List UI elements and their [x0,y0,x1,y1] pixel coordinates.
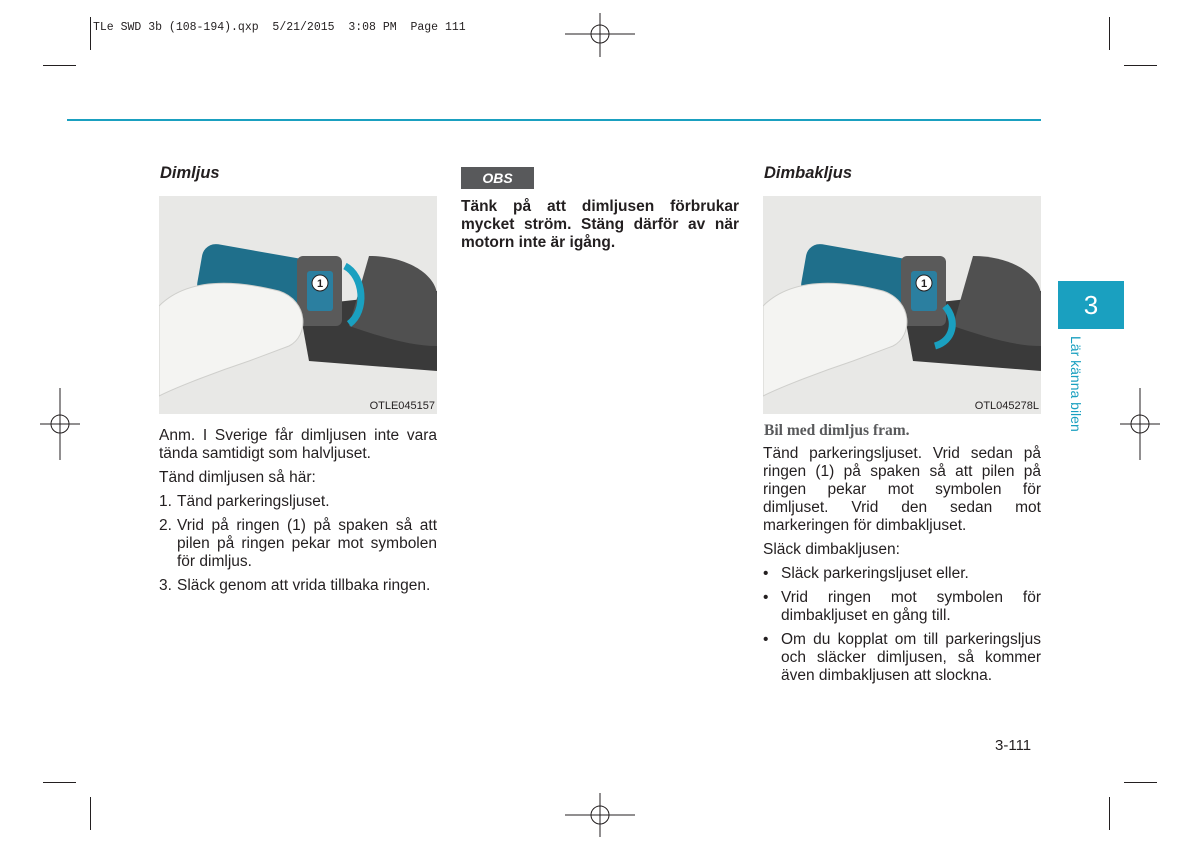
crop-mark-icon [1109,797,1110,830]
right-body [763,445,1041,691]
list-text: Släck genom att vrida tillbaka ringen. [177,577,431,594]
obs-badge: OBS [461,167,534,189]
printer-slug: TLe SWD 3b (108-194).qxp 5/21/2015 3:08 PM Page 111 [93,21,466,34]
chapter-label-text: Lär känna bilen [1068,336,1084,432]
lever-illustration [159,196,437,414]
list-item [763,589,1041,625]
figure-callout: 1 [920,278,928,290]
list-item [763,565,1041,583]
figure-callout: 1 [316,278,324,290]
registration-mark-icon [40,388,80,460]
obs-text: Tänk på att dimljusen förbrukar mycket ström. Stäng därför av när motorn inte är igång. [461,198,739,251]
intro-paragraph: Tänd dimljusen så här: [159,469,316,486]
crop-mark-icon [1124,65,1157,66]
list-marker: 2. [159,517,172,534]
instruction-paragraph: Tänd parkeringsljuset. Vrid sedan på ringen (1) på spaken så att pilen på ringen pekar mot symbolen för dimljuset. Vrid den sedan mot markeringen för dimbakljuset. [763,445,1041,534]
list-marker: • [763,589,769,606]
section-heading-dimljus: Dimljus [160,164,220,182]
note-paragraph: Anm. I Sverige får dimljusen inte vara tända samtidigt som halvljuset. [159,427,437,462]
list-item [159,577,437,595]
registration-mark-icon [1120,388,1160,460]
header-rule [67,119,1041,121]
registration-mark-icon [565,793,635,837]
figure-rear-fog-lever [763,196,1041,414]
page-number: 3-111 [995,737,1032,754]
intro-paragraph: Släck dimbakljusen: [763,541,900,558]
crop-mark-icon [1109,17,1110,50]
crop-mark-icon [43,782,76,783]
steps-list [159,493,437,595]
list-text: Tänd parkeringsljuset. [177,493,330,510]
list-marker: • [763,565,769,582]
crop-mark-icon [43,65,76,66]
list-item [159,493,437,511]
bullets-list [763,565,1041,685]
list-text: Om du kopplat om till parkeringsljus och släcker dimljusen, så kommer även dimbakljusen att slockna. [781,631,1041,684]
list-marker: 1. [159,493,172,510]
registration-mark-icon [565,13,635,57]
list-marker: 3. [159,577,172,594]
crop-mark-icon [1124,782,1157,783]
list-item [159,517,437,571]
list-text: Vrid på ringen (1) på spaken så att pilen på ringen pekar mot symbolen för dimljus. [177,517,437,570]
list-item [763,631,1041,685]
figure-fog-light-lever [159,196,437,414]
lever-illustration [763,196,1041,414]
list-marker: • [763,631,769,648]
figure-code: OTL045278L [974,400,1039,412]
list-text: Vrid ringen mot symbolen för dimbakljuset en gång till. [781,589,1041,624]
left-body [159,427,437,601]
chapter-label [1068,336,1088,456]
crop-mark-icon [90,797,91,830]
subheading: Bil med dimljus fram. [764,422,910,439]
chapter-tab: 3 [1058,281,1124,329]
list-text: Släck parkeringsljuset eller. [781,565,969,582]
figure-code: OTLE045157 [369,400,435,412]
section-heading-dimbakljus: Dimbakljus [764,164,853,182]
crop-mark-icon [90,17,91,50]
